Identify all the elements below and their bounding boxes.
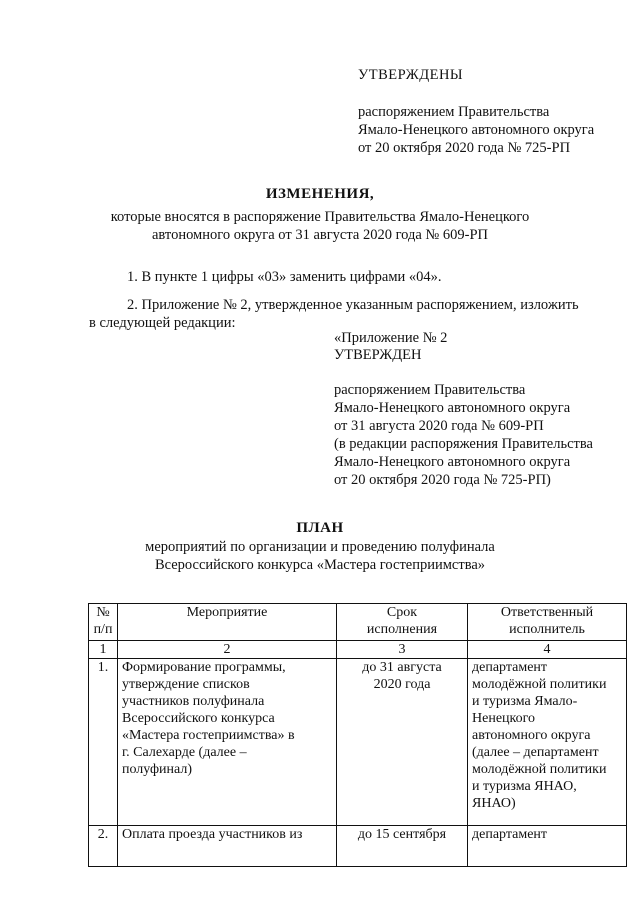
row-num: 1. <box>89 659 118 826</box>
column-number-row <box>89 641 627 659</box>
header-num-line: п/п <box>93 622 113 637</box>
annex-line: от 20 октября 2020 года № 725-РП) <box>334 472 551 488</box>
annex-line: распоряжением Правительства <box>334 382 526 398</box>
column-number: 3 <box>337 641 468 659</box>
approved-header-line: распоряжением Правительства <box>358 104 550 120</box>
row-event-line: утверждение списков <box>122 677 250 692</box>
approved-header-line: Ямало-Ненецкого автономного округа <box>358 122 595 138</box>
column-number: 2 <box>118 641 337 659</box>
table-header-row <box>89 604 627 641</box>
row-event-line: полуфинал) <box>122 762 192 777</box>
row-deadline <box>337 826 468 867</box>
row-responsible-line: департамент <box>472 827 548 842</box>
annex-line: Ямало-Ненецкого автономного округа <box>334 400 571 416</box>
row-num: 2. <box>89 826 118 867</box>
approved-header-line: от 20 октября 2020 года № 725-РП <box>358 140 571 156</box>
header-deadline-line: исполнения <box>366 622 438 637</box>
header-deadline-line: Срок <box>386 605 418 620</box>
plan-table <box>88 603 627 867</box>
column-number: 1 <box>89 641 118 659</box>
row-event-line: г. Салехарде (далее – <box>122 745 247 760</box>
row-event-line: Формирование программы, <box>122 660 286 675</box>
header-responsible <box>468 604 627 641</box>
plan-title: ПЛАН <box>296 520 344 536</box>
row-responsible <box>468 659 627 826</box>
annex-line: Ямало-Ненецкого автономного округа <box>334 454 571 470</box>
row-event <box>118 659 337 826</box>
row-responsible-line: и туризма ЯНАО, <box>472 779 577 794</box>
row-responsible-line: и туризма Ямало- <box>472 694 578 709</box>
row-event-line: «Мастера гостеприимства» в <box>122 728 295 743</box>
row-responsible-line: Ненецкого <box>472 711 536 726</box>
row-responsible-line: молодёжной политики <box>472 762 607 777</box>
row-responsible-line: автономного округа <box>472 728 591 743</box>
row-responsible <box>468 826 627 867</box>
annex-line: от 31 августа 2020 года № 609-РП <box>334 418 544 434</box>
annex-approved: УТВЕРЖДЕН <box>334 347 422 363</box>
header-responsible-line: исполнитель <box>509 622 585 637</box>
changes-subtitle-line: автономного округа от 31 августа 2020 года № 609-РП <box>152 227 488 243</box>
row-deadline <box>337 659 468 826</box>
plan-subtitle-line: мероприятий по организации и проведению полуфинала <box>145 539 495 555</box>
row-responsible-line: ЯНАО) <box>472 796 516 811</box>
change-item-2: 2. Приложение № 2, утвержденное указанным распоряжением, изложить <box>127 297 579 313</box>
change-item-2-continued: в следующей редакции: <box>89 315 236 331</box>
table-row <box>89 659 627 826</box>
annex-title: «Приложение № 2 <box>334 330 448 346</box>
changes-title: ИЗМЕНЕНИЯ, <box>265 186 375 202</box>
header-event: Мероприятие <box>118 604 337 641</box>
header-num-line: № <box>96 605 110 620</box>
row-event-line: участников полуфинала <box>122 694 265 709</box>
header-deadline <box>337 604 468 641</box>
row-deadline-line: до 31 августа <box>362 660 442 675</box>
changes-subtitle-line: которые вносятся в распоряжение Правительства Ямало-Ненецкого <box>110 209 530 225</box>
change-item-1: 1. В пункте 1 цифры «03» заменить цифрами «04». <box>127 269 442 285</box>
annex-line: (в редакции распоряжения Правительства <box>334 436 593 452</box>
row-responsible-line: (далее – департамент <box>472 745 599 760</box>
approved-header-title: УТВЕРЖДЕНЫ <box>358 67 464 83</box>
row-deadline-line: 2020 года <box>373 677 431 692</box>
annex-block <box>334 381 593 489</box>
changes-subtitle <box>0 208 640 244</box>
row-responsible-line: молодёжной политики <box>472 677 607 692</box>
column-number: 4 <box>468 641 627 659</box>
plan-subtitle-line: Всероссийского конкурса «Мастера гостеприимства» <box>154 557 486 573</box>
plan-subtitle <box>0 538 640 574</box>
row-responsible-line: департамент <box>472 660 548 675</box>
row-event-line: Всероссийского конкурса <box>122 711 275 726</box>
approved-header-block <box>358 103 594 157</box>
header-responsible-line: Ответственный <box>500 605 594 620</box>
row-deadline-line: до 15 сентября <box>357 827 447 842</box>
row-event <box>118 826 337 867</box>
row-event-line: Оплата проезда участников из <box>122 827 303 842</box>
header-num <box>89 604 118 641</box>
table-row <box>89 826 627 867</box>
